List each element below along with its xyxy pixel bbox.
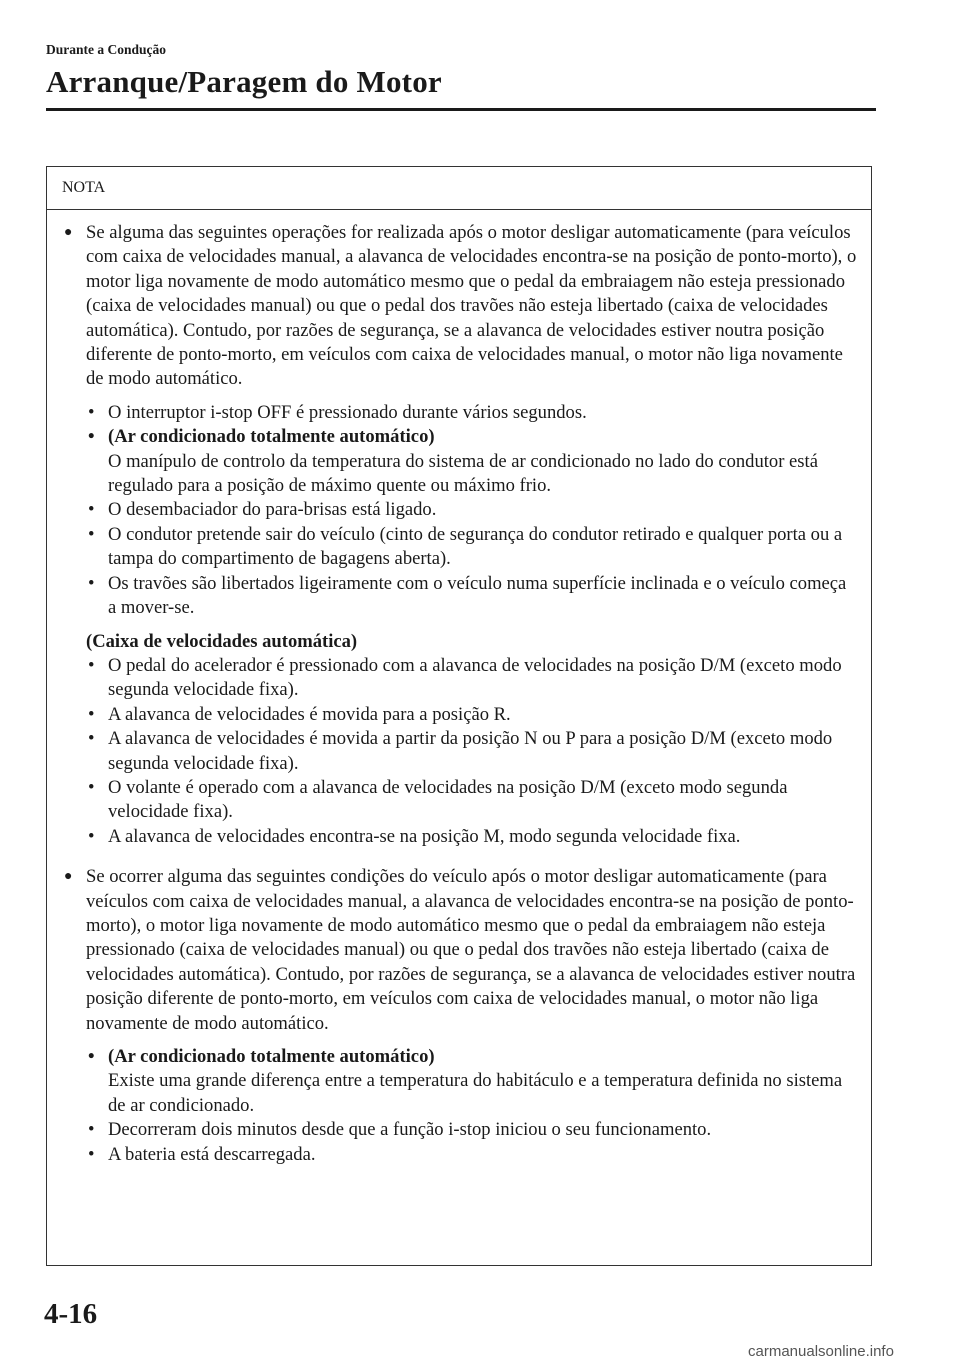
- bullet-icon: •: [88, 523, 95, 545]
- note-body: [47, 210, 871, 1167]
- item-detail: Existe uma grande diferença entre a temperatura do habitáculo e a temperatura definida no sistema de ar condicionado.: [108, 1070, 843, 1116]
- bullet-icon: •: [88, 776, 95, 798]
- note-heading: NOTA: [47, 167, 871, 210]
- item-detail: O manípulo de controlo da temperatura do sistema de ar condicionado no lado do condutor está regulado para a posição de máximo quente ou máximo frio.: [108, 450, 818, 497]
- watermark-text: carmanualsonline.info: [748, 1343, 894, 1360]
- bullet-icon: •: [88, 401, 95, 423]
- list-item: • A bateria está descarregada.: [86, 1143, 857, 1167]
- list-item: • O volante é operado com a alavanca de velocidades na posição D/M (exceto modo segunda velocidade fixa).: [88, 776, 788, 823]
- list-item: • Os travões são libertados ligeiramente com o veículo numa superfície inclinada e o veículo começa a mover-se.: [88, 572, 847, 619]
- list-item: • O condutor pretende sair do veículo (cinto de segurança do condutor retirado e qualquer porta ou a tampa do compartimento de bagagens aberta).: [88, 523, 843, 570]
- block-text: Se alguma das seguintes operações for realizada após o motor desligar automaticamente (para veículos com caixa de velocidades manual, a alavanca de velocidades encontra-se na posição de ponto-morto), o motor liga novamente de modo automático mesmo que o pedal da embraiagem não esteja pressionado (caixa de velocidades manual) ou que o pedal dos travões não esteja libertado (caixa de velocidades automática). Contudo, por razões de segurança, se a alavanca de velocidades estiver noutra posição diferente de ponto-morto, em veículos com caixa de velocidades manual, o motor não liga novamente de modo automático.: [86, 222, 857, 390]
- note-block-operations: [63, 221, 857, 849]
- list-item: • A alavanca de velocidades encontra-se na posição M, modo segunda velocidade fixa.: [86, 825, 857, 849]
- list-item: • A alavanca de velocidades é movida para a posição R.: [86, 703, 857, 727]
- bullet-icon: ●: [64, 869, 73, 885]
- note-block-conditions: [63, 865, 857, 1167]
- item-heading: (Ar condicionado totalmente automático): [108, 426, 435, 448]
- page-title: Arranque/Paragem do Motor: [46, 64, 442, 99]
- bullet-icon: •: [88, 1143, 95, 1165]
- section-label: Durante a Condução: [46, 42, 167, 57]
- note-box: [46, 166, 872, 1266]
- list-item: • O pedal do acelerador é pressionado com a alavanca de velocidades na posição D/M (exceto modo segunda velocidade fixa).: [88, 654, 842, 701]
- page-number: 4-16: [44, 1298, 98, 1330]
- list-item: [86, 425, 857, 498]
- bullet-icon: •: [88, 499, 95, 521]
- bullet-icon: •: [88, 426, 95, 448]
- condition-list: [86, 1045, 857, 1167]
- bullet-icon: •: [88, 728, 95, 750]
- item-heading: (Ar condicionado totalmente automático): [108, 1046, 435, 1067]
- automatic-transmission-list: [86, 654, 857, 849]
- list-item: • O interruptor i-stop OFF é pressionado durante vários segundos.: [86, 401, 857, 425]
- bullet-icon: •: [88, 572, 95, 594]
- bullet-icon: •: [88, 654, 95, 676]
- title-divider: [46, 108, 876, 111]
- bullet-icon: •: [88, 703, 95, 725]
- bullet-icon: •: [88, 1119, 95, 1141]
- list-item: • O desembaciador do para-brisas está ligado.: [86, 498, 857, 522]
- bullet-icon: •: [88, 1046, 95, 1067]
- list-item: • Decorreram dois minutos desde que a função i-stop iniciou o seu funcionamento.: [86, 1118, 857, 1142]
- block-text: Se ocorrer alguma das seguintes condições do veículo após o motor desligar automaticamente (para veículos com caixa de velocidades manual, a alavanca de velocidades encontra-se na posição de ponto-morto), o motor liga novamente de modo automático mesmo que o pedal da embraiagem não esteja pressionado (caixa de velocidades manual) ou que o pedal dos travões não esteja libertado (caixa de velocidades automática). Contudo, por razões de segurança, se a alavanca de velocidades estiver noutra posição diferente de ponto-morto, em veículos com caixa de velocidades manual, o motor não liga novamente de modo automático.: [86, 866, 856, 1034]
- automatic-transmission-label: (Caixa de velocidades automática): [86, 630, 358, 652]
- bullet-icon: ●: [64, 225, 73, 240]
- bullet-icon: •: [88, 825, 95, 847]
- list-item: • A alavanca de velocidades é movida a partir da posição N ou P para a posição D/M (exceto modo segunda velocidade fixa).: [88, 728, 833, 774]
- list-item: [86, 1045, 857, 1118]
- operation-list: [86, 401, 857, 621]
